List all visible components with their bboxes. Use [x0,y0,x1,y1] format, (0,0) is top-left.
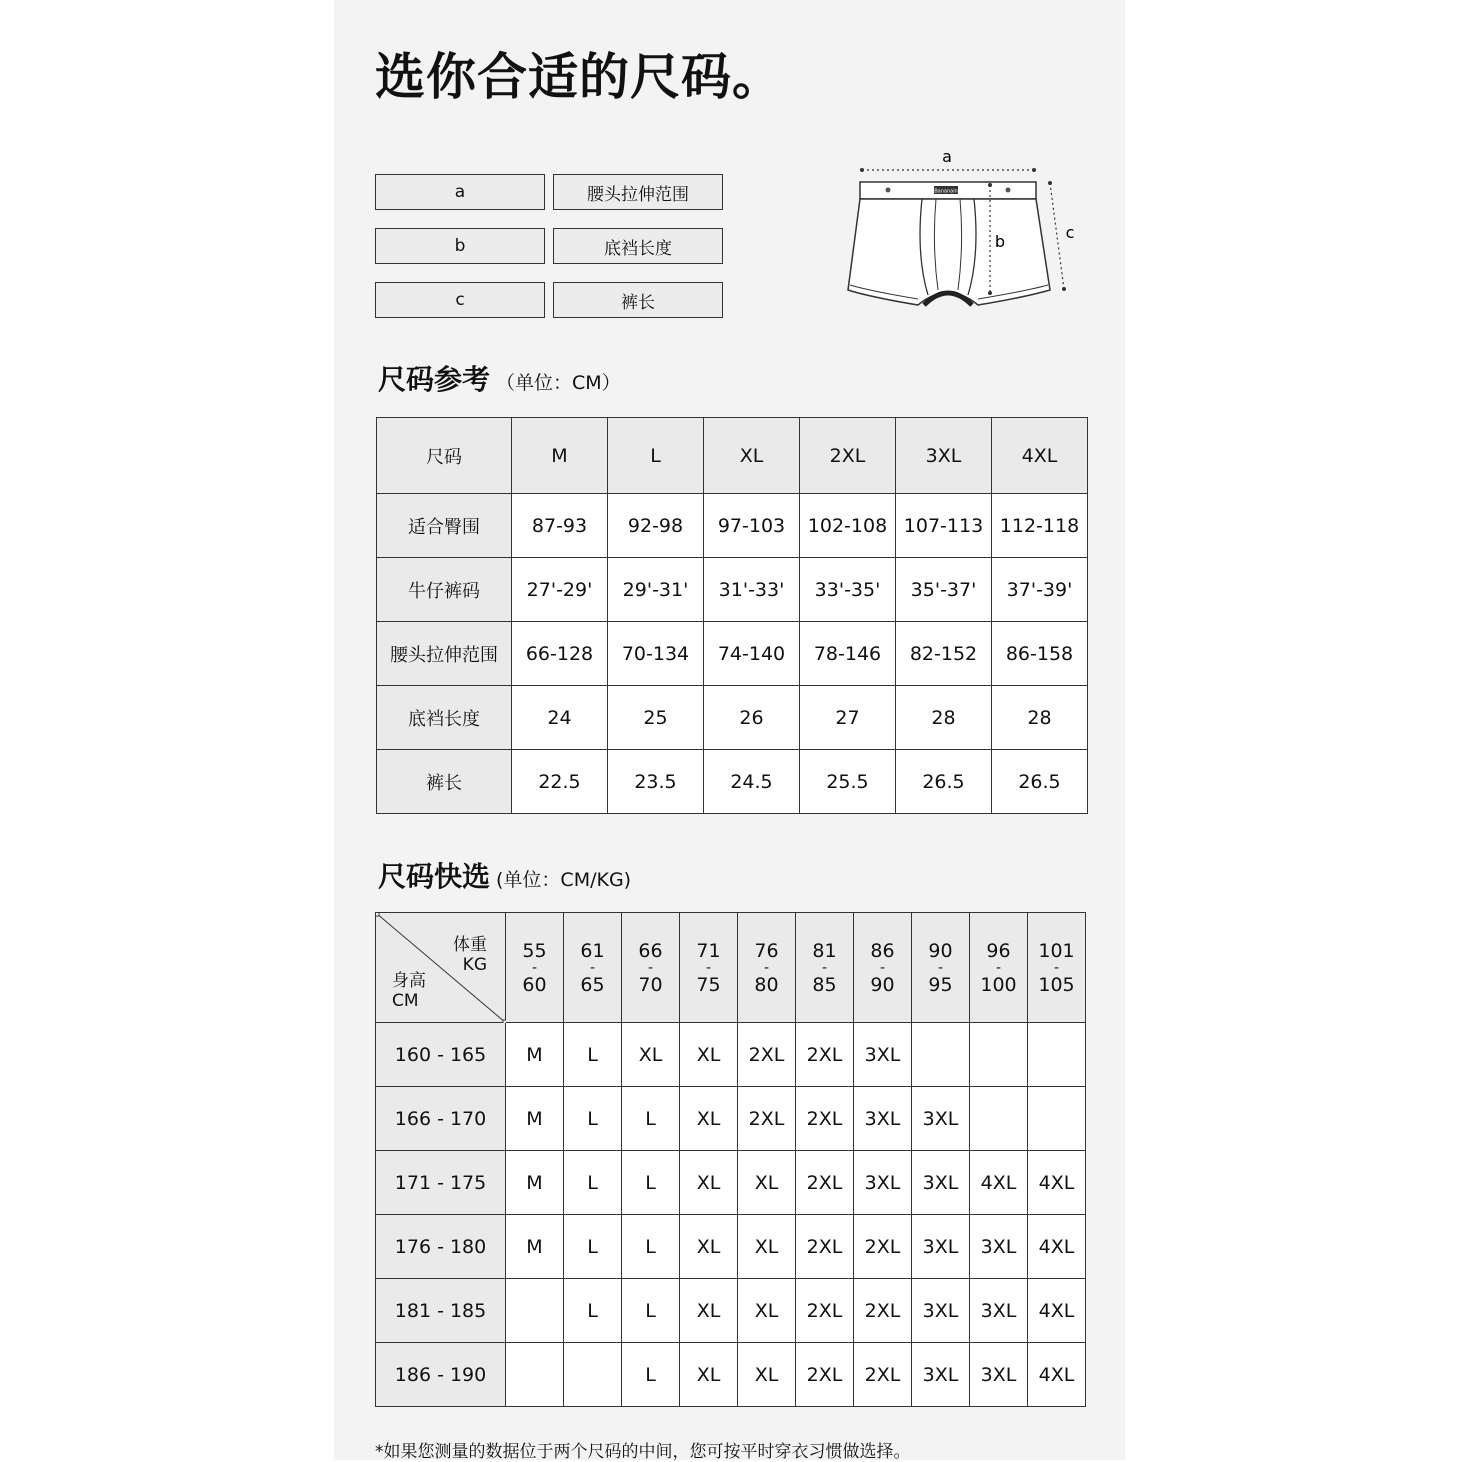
height-range-label: 166 - 170 [376,1087,506,1151]
height-range-label: 176 - 180 [376,1215,506,1279]
weight-dash: - [589,959,596,976]
size-ref-cell: 28 [896,686,992,750]
weight-dash: - [1053,959,1060,976]
size-cell: XL [680,1215,738,1279]
size-cell: XL [738,1151,796,1215]
height-range-label: 181 - 185 [376,1279,506,1343]
size-ref-cell: 23.5 [608,750,704,814]
size-ref-cell: 27 [800,686,896,750]
height-range-label: 160 - 165 [376,1023,506,1087]
table-row [376,1023,1086,1087]
weight-range-header [912,913,970,1023]
quick-size-title: 尺码快选 [378,860,491,893]
weight-max: 90 [870,973,895,996]
size-ref-cell: 25.5 [800,750,896,814]
size-ref-cell: 29'-31' [608,558,704,622]
size-cell: M [506,1023,564,1087]
weight-range-header [564,913,622,1023]
weight-max: 75 [696,973,721,996]
brief-body [848,199,1050,305]
quick-size-table [375,912,1086,1407]
table-row [377,686,1088,750]
size-ref-cell: 70-134 [608,622,704,686]
table-row [377,750,1088,814]
size-cell: 3XL [970,1343,1028,1407]
size-ref-cell: 37'-39' [992,558,1088,622]
weight-dash: - [821,959,828,976]
size-ref-unit: （单位：CM） [496,372,621,394]
weight-min: 55 [522,939,547,962]
size-cell: L [622,1279,680,1343]
size-ref-header-cell: XL [704,418,800,494]
size-cell: XL [680,1151,738,1215]
weight-max: 95 [928,973,953,996]
height-range-label: 171 - 175 [376,1151,506,1215]
weight-max: 80 [754,973,779,996]
size-ref-cell: 74-140 [704,622,800,686]
weight-min: 61 [580,939,605,962]
size-ref-header-cell: 3XL [896,418,992,494]
size-ref-header-cell: M [512,418,608,494]
size-cell: 2XL [796,1087,854,1151]
size-ref-heading [378,358,621,398]
table-row [376,1343,1086,1407]
weight-min: 66 [638,939,663,962]
size-ref-row-label: 牛仔裤码 [377,558,512,622]
weight-max: 105 [1038,973,1075,996]
measure-c-line [1050,183,1064,289]
size-ref-cell: 31'-33' [704,558,800,622]
weight-range-header [680,913,738,1023]
table-row [376,1215,1086,1279]
footnote: *如果您测量的数据位于两个尺码的中间，您可按平时穿衣习惯做选择。 [375,1442,911,1462]
size-ref-cell: 86-158 [992,622,1088,686]
size-ref-cell: 102-108 [800,494,896,558]
weight-dash: - [763,959,770,976]
size-ref-header-label: 尺码 [377,418,512,494]
weight-min: 71 [696,939,721,962]
size-ref-header-cell: 2XL [800,418,896,494]
weight-dash: - [937,959,944,976]
size-cell: 2XL [738,1023,796,1087]
size-ref-header-cell: L [608,418,704,494]
size-cell: L [564,1087,622,1151]
size-ref-cell: 26 [704,686,800,750]
table-row [376,1279,1086,1343]
size-cell: 2XL [796,1343,854,1407]
size-ref-cell: 22.5 [512,750,608,814]
size-ref-cell: 35'-37' [896,558,992,622]
legend-label-a: 腰头拉伸范围 [553,174,723,210]
size-cell: 3XL [854,1151,912,1215]
size-cell [970,1023,1028,1087]
size-ref-cell: 87-93 [512,494,608,558]
table-row [377,558,1088,622]
weight-min: 101 [1038,939,1075,962]
size-cell: L [564,1279,622,1343]
size-cell [970,1087,1028,1151]
quick-size-heading [378,855,631,895]
weight-min: 90 [928,939,953,962]
weight-range-header [738,913,796,1023]
size-cell: L [622,1215,680,1279]
size-cell: M [506,1151,564,1215]
size-ref-row-label: 裤长 [377,750,512,814]
boxer-briefs-diagram [840,145,1090,335]
legend-label-b: 底裆长度 [553,228,723,264]
size-cell: M [506,1087,564,1151]
weight-label: 体重 [453,935,487,955]
quick-size-unit: (单位：CM/KG) [496,869,632,891]
page-title: 选你合适的尺码。 [375,48,783,106]
brand-tag-text: Bananain [934,188,958,195]
legend-label-c: 裤长 [553,282,723,318]
weight-dash: - [995,959,1002,976]
height-range-label: 186 - 190 [376,1343,506,1407]
size-cell: 3XL [912,1279,970,1343]
size-cell [1028,1023,1086,1087]
size-cell: 4XL [1028,1151,1086,1215]
size-cell [912,1023,970,1087]
weight-min: 76 [754,939,779,962]
size-ref-row-label: 适合臀围 [377,494,512,558]
size-ref-cell: 78-146 [800,622,896,686]
size-cell: XL [738,1215,796,1279]
weight-min: 96 [986,939,1011,962]
size-cell: 3XL [912,1215,970,1279]
legend-key-b: b [375,228,545,264]
size-cell: 3XL [912,1087,970,1151]
corner-cell [376,913,506,1023]
size-cell: 4XL [1028,1279,1086,1343]
size-cell: XL [738,1343,796,1407]
size-cell: XL [680,1343,738,1407]
height-axis-label [392,971,426,1011]
table-row [376,1087,1086,1151]
height-label: 身高 [392,971,426,991]
size-ref-cell: 92-98 [608,494,704,558]
size-cell: 3XL [970,1279,1028,1343]
size-cell: 2XL [854,1343,912,1407]
size-cell: 2XL [796,1279,854,1343]
size-ref-cell: 97-103 [704,494,800,558]
size-ref-cell: 26.5 [992,750,1088,814]
weight-max: 85 [812,973,837,996]
size-cell: 3XL [970,1215,1028,1279]
size-ref-cell: 112-118 [992,494,1088,558]
size-ref-cell: 27'-29' [512,558,608,622]
size-cell: M [506,1215,564,1279]
weight-range-header [796,913,854,1023]
size-cell: 2XL [796,1023,854,1087]
weight-dash: - [647,959,654,976]
size-ref-header-cell: 4XL [992,418,1088,494]
weight-max: 100 [980,973,1017,996]
size-cell: L [622,1087,680,1151]
weight-dash: - [705,959,712,976]
weight-range-header [970,913,1028,1023]
size-ref-cell: 107-113 [896,494,992,558]
size-cell: L [564,1215,622,1279]
weight-max: 70 [638,973,663,996]
label-b: b [994,232,1006,251]
size-ref-cell: 26.5 [896,750,992,814]
quick-size-header-row [376,913,1086,1023]
size-cell: L [564,1151,622,1215]
label-a: a [942,147,952,166]
size-cell: L [564,1023,622,1087]
size-cell: 3XL [912,1343,970,1407]
weight-dash: - [531,959,538,976]
weight-range-header [1028,913,1086,1023]
weight-range-header [854,913,912,1023]
size-cell: L [622,1343,680,1407]
size-cell: 3XL [854,1023,912,1087]
size-cell [506,1279,564,1343]
legend-key-c: c [375,282,545,318]
size-ref-cell: 28 [992,686,1088,750]
size-cell: 3XL [854,1087,912,1151]
table-row [377,494,1088,558]
weight-dash: - [879,959,886,976]
size-cell [506,1343,564,1407]
size-ref-row-label: 腰头拉伸范围 [377,622,512,686]
kg-label: KG [462,955,487,975]
size-cell: 4XL [1028,1343,1086,1407]
size-cell: 2XL [796,1215,854,1279]
weight-max: 60 [522,973,547,996]
weight-min: 81 [812,939,837,962]
size-ref-cell: 82-152 [896,622,992,686]
table-row [377,622,1088,686]
legend-key-a: a [375,174,545,210]
size-cell: 2XL [796,1151,854,1215]
size-ref-title: 尺码参考 [378,363,491,396]
size-cell [564,1343,622,1407]
label-c: c [1065,223,1075,242]
size-ref-cell: 24 [512,686,608,750]
size-ref-cell: 24.5 [704,750,800,814]
size-cell: XL [738,1279,796,1343]
weight-axis-label [453,935,487,975]
size-ref-row-label: 底裆长度 [377,686,512,750]
size-ref-header-row [377,418,1088,494]
size-cell: 4XL [970,1151,1028,1215]
size-ref-cell: 33'-35' [800,558,896,622]
size-cell: XL [680,1023,738,1087]
cm-label: CM [392,991,419,1011]
size-cell: 3XL [912,1151,970,1215]
weight-max: 65 [580,973,605,996]
size-cell: 2XL [854,1215,912,1279]
size-cell: L [622,1151,680,1215]
table-row [376,1151,1086,1215]
weight-range-header [622,913,680,1023]
size-cell: 2XL [738,1087,796,1151]
size-cell: XL [680,1087,738,1151]
weight-range-header [506,913,564,1023]
size-ref-cell: 66-128 [512,622,608,686]
size-cell: 2XL [854,1279,912,1343]
size-cell: XL [622,1023,680,1087]
weight-min: 86 [870,939,895,962]
size-cell [1028,1087,1086,1151]
size-ref-cell: 25 [608,686,704,750]
size-cell: XL [680,1279,738,1343]
size-cell: 4XL [1028,1215,1086,1279]
size-reference-table [376,417,1088,814]
